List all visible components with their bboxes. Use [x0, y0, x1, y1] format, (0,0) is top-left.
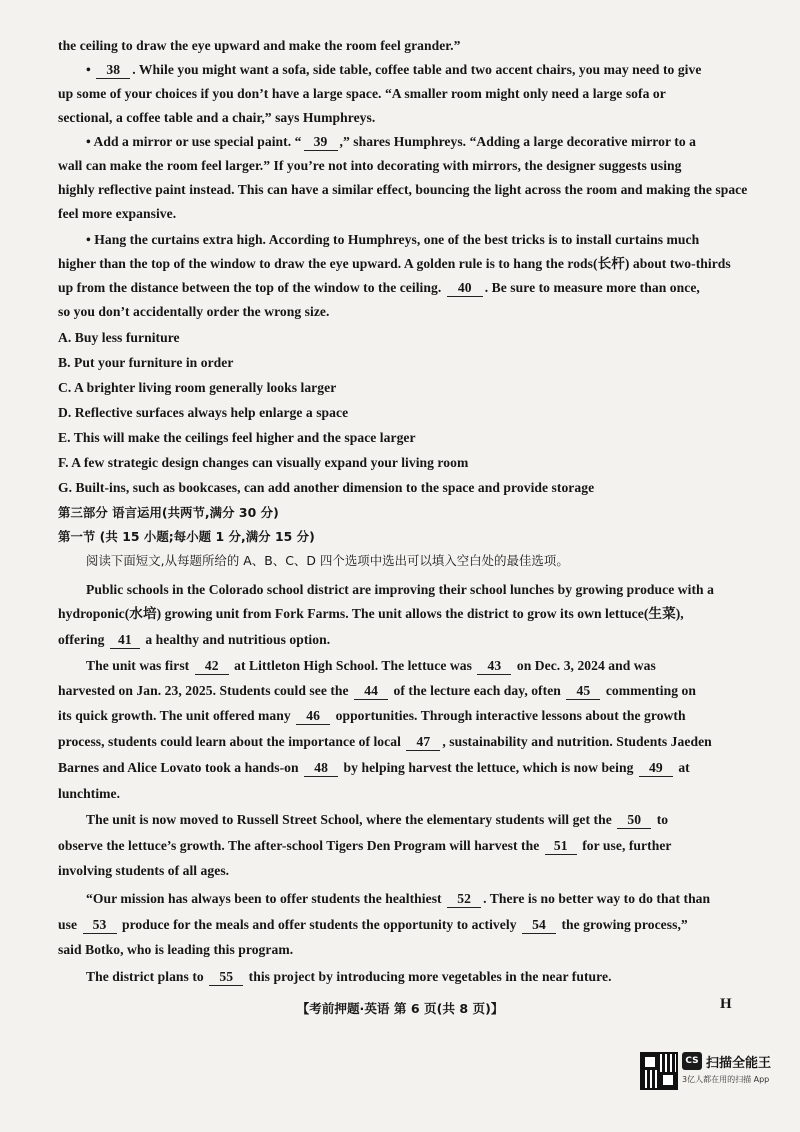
blank-40[interactable]: 40 [447, 280, 483, 297]
passage-line: up some of your choices if you don’t have a large space. “A smaller room might only need a large sofa or [58, 86, 666, 101]
camscanner-name: 扫描全能王 [706, 1056, 772, 1071]
blank-45[interactable]: 45 [566, 683, 600, 700]
blank-49[interactable]: 49 [639, 760, 673, 777]
blank-47[interactable]: 47 [406, 734, 440, 751]
option-c: C. A brighter living room generally looks larger [58, 380, 337, 395]
cloze-line: its quick growth. The unit offered many 46 opportunities. Through interactive lessons about the growth [58, 708, 686, 723]
passage-line: wall can make the room feel larger.” If you’re not into decorating with mirrors, the designer suggests using [58, 158, 682, 173]
camscanner-tagline: 3亿人都在用的扫描 App [682, 1075, 770, 1084]
passage-line: up from the distance between the top of the window to the ceiling. 40 . Be sure to measure more than once, [58, 280, 700, 295]
blank-52[interactable]: 52 [447, 891, 481, 908]
cloze-line: use 53 produce for the meals and offer students the opportunity to actively 54 the growing process,” [58, 917, 688, 932]
qr-code-icon [640, 1052, 678, 1090]
option-g: G. Built-ins, such as bookcases, can add another dimension to the space and provide storage [58, 480, 595, 495]
blank-48[interactable]: 48 [304, 760, 338, 777]
cloze-line: involving students of all ages. [58, 863, 230, 878]
subsection-heading: 第一节 (共 15 小题;每小题 1 分,满分 15 分) [58, 529, 315, 544]
passage-line: • Add a mirror or use special paint. “ 39 ,” shares Humphreys. “Adding a large decorative mirror to a [86, 134, 696, 149]
cloze-line: The district plans to 55 this project by introducing more vegetables in the near future. [86, 969, 612, 984]
blank-55[interactable]: 55 [209, 969, 243, 986]
cloze-line: The unit was first 42 at Littleton High School. The lettuce was 43 on Dec. 3, 2024 and was [86, 658, 656, 673]
cloze-line: offering 41 a healthy and nutritious option. [58, 632, 331, 647]
blank-51[interactable]: 51 [545, 838, 577, 855]
camscanner-logo-icon: CS [682, 1052, 702, 1070]
instructions: 阅读下面短文,从每题所给的 A、B、C、D 四个选项中选出可以填入空白处的最佳选项。 [86, 553, 569, 568]
cloze-line: observe the lettuce’s growth. The after-school Tigers Den Program will harvest the 51 for use, further [58, 838, 672, 853]
blank-46[interactable]: 46 [296, 708, 330, 725]
passage-line: the ceiling to draw the eye upward and make the room feel grander.” [58, 38, 461, 53]
option-f: F. A few strategic design changes can visually expand your living room [58, 455, 469, 470]
cloze-line: hydroponic(水培) growing unit from Fork Farms. The unit allows the district to grow its own lettuce(生菜), [58, 606, 684, 621]
cloze-line: harvested on Jan. 23, 2025. Students could see the 44 of the lecture each day, often 45 commenting on [58, 683, 696, 698]
blank-50[interactable]: 50 [617, 812, 651, 829]
cloze-line: Public schools in the Colorado school district are improving their school lunches by growing produce with a [86, 582, 714, 597]
blank-54[interactable]: 54 [522, 917, 556, 934]
passage-line: so you don’t accidentally order the wrong size. [58, 304, 330, 319]
passage-line: feel more expansive. [58, 206, 177, 221]
blank-44[interactable]: 44 [354, 683, 388, 700]
passage-line: sectional, a coffee table and a chair,” says Humphreys. [58, 110, 376, 125]
cloze-line: said Botko, who is leading this program. [58, 942, 294, 957]
blank-38[interactable]: 38 [96, 62, 130, 79]
option-d: D. Reflective surfaces always help enlarge a space [58, 405, 349, 420]
blank-42[interactable]: 42 [195, 658, 229, 675]
option-e: E. This will make the ceilings feel higher and the space larger [58, 430, 416, 445]
cloze-line: lunchtime. [58, 786, 121, 801]
paper-version-label: H [720, 996, 732, 1012]
cloze-line: Barnes and Alice Lovato took a hands-on 48 by helping harvest the lettuce, which is now being 49 at [58, 760, 690, 775]
option-a: A. Buy less furniture [58, 330, 180, 345]
blank-43[interactable]: 43 [477, 658, 511, 675]
blank-41[interactable]: 41 [110, 632, 140, 649]
cloze-line: process, students could learn about the importance of local 47 , sustainability and nutrition. Students Jaeden [58, 734, 712, 749]
section-heading: 第三部分 语言运用(共两节,满分 30 分) [58, 505, 279, 520]
page-footer: 【考前押题·英语 第 6 页(共 8 页)】 [296, 1001, 504, 1016]
option-b: B. Put your furniture in order [58, 355, 234, 370]
blank-53[interactable]: 53 [83, 917, 117, 934]
passage-line: highly reflective paint instead. This can have a similar effect, bouncing the light across the room and making the space [58, 182, 748, 197]
blank-39[interactable]: 39 [304, 134, 338, 151]
passage-line: • Hang the curtains extra high. According to Humphreys, one of the best tricks is to install curtains much [86, 232, 700, 247]
cloze-line: The unit is now moved to Russell Street School, where the elementary students will get the 50 to [86, 812, 669, 827]
passage-line: • 38 . While you might want a sofa, side table, coffee table and two accent chairs, you may need to give [86, 62, 702, 77]
passage-line: higher than the top of the window to draw the eye upward. A golden rule is to hang the rods(长杆) about two-thirds [58, 256, 731, 271]
cloze-line: “Our mission has always been to offer students the healthiest 52 . There is no better way to do that than [86, 891, 711, 906]
